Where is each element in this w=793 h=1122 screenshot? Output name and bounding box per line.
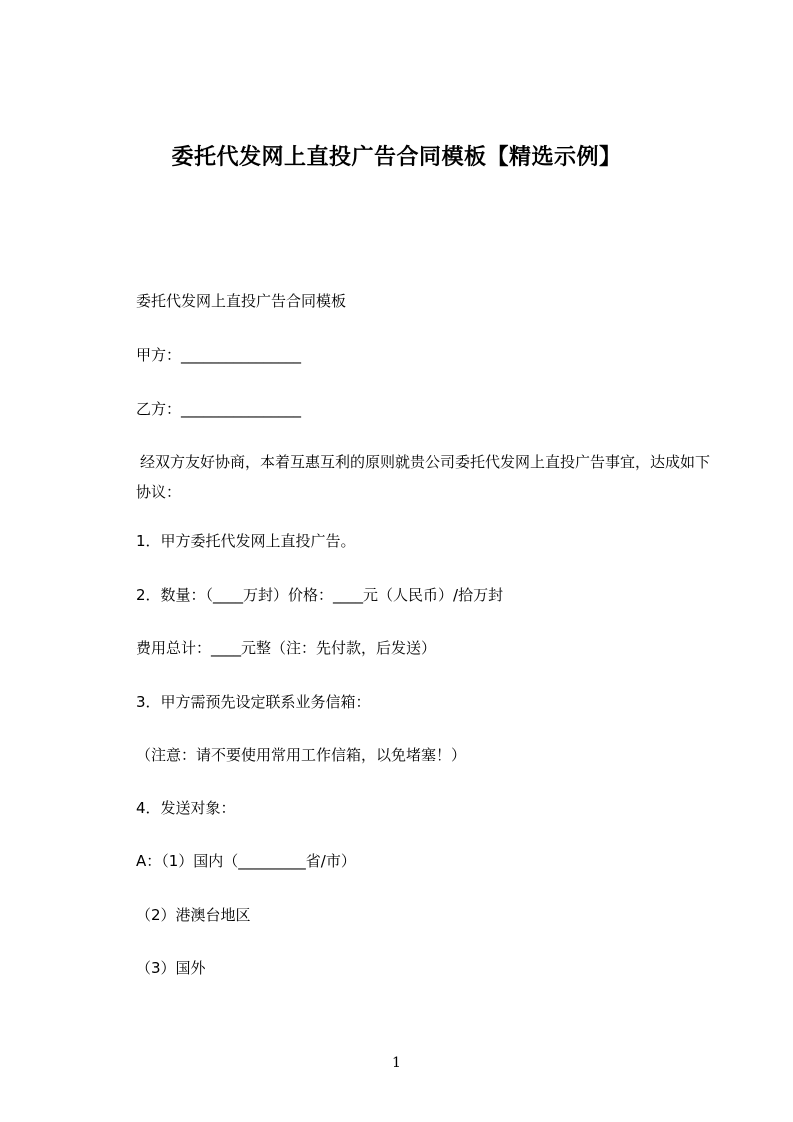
clause-2-quantity-price: 2．数量：（____万封）价格：____元（人民币）/拾万封 <box>136 586 504 604</box>
clause-4-domestic: A：（1）国内（_________省/市） <box>136 852 356 870</box>
clause-3-note: （注意：请不要使用常用工作信箱，以免堵塞！） <box>136 746 467 764</box>
contract-subtitle: 委托代发网上直投广告合同模板 <box>136 292 347 310</box>
page-number: 1 <box>392 1055 401 1071</box>
intro-paragraph: 经双方友好协商，本着互惠互利的原则就贵公司委托代发网上直投广告事宜，达成如下协议： <box>136 453 711 501</box>
clause-4-overseas: （3）国外 <box>136 959 206 977</box>
document-title: 委托代发网上直投广告合同模板【精选示例】 <box>171 145 622 170</box>
party-b-line: 乙方：________________ <box>136 400 302 418</box>
party-a-line: 甲方：________________ <box>136 346 302 364</box>
clause-4-hk-macau-taiwan: （2）港澳台地区 <box>136 906 251 924</box>
clause-3: 3．甲方需预先设定联系业务信箱： <box>136 693 371 711</box>
clause-4: 4．发送对象： <box>136 799 236 817</box>
clause-2-total-fee: 费用总计：____元整（注：先付款，后发送） <box>136 639 437 657</box>
clause-1: 1．甲方委托代发网上直投广告。 <box>136 532 356 550</box>
